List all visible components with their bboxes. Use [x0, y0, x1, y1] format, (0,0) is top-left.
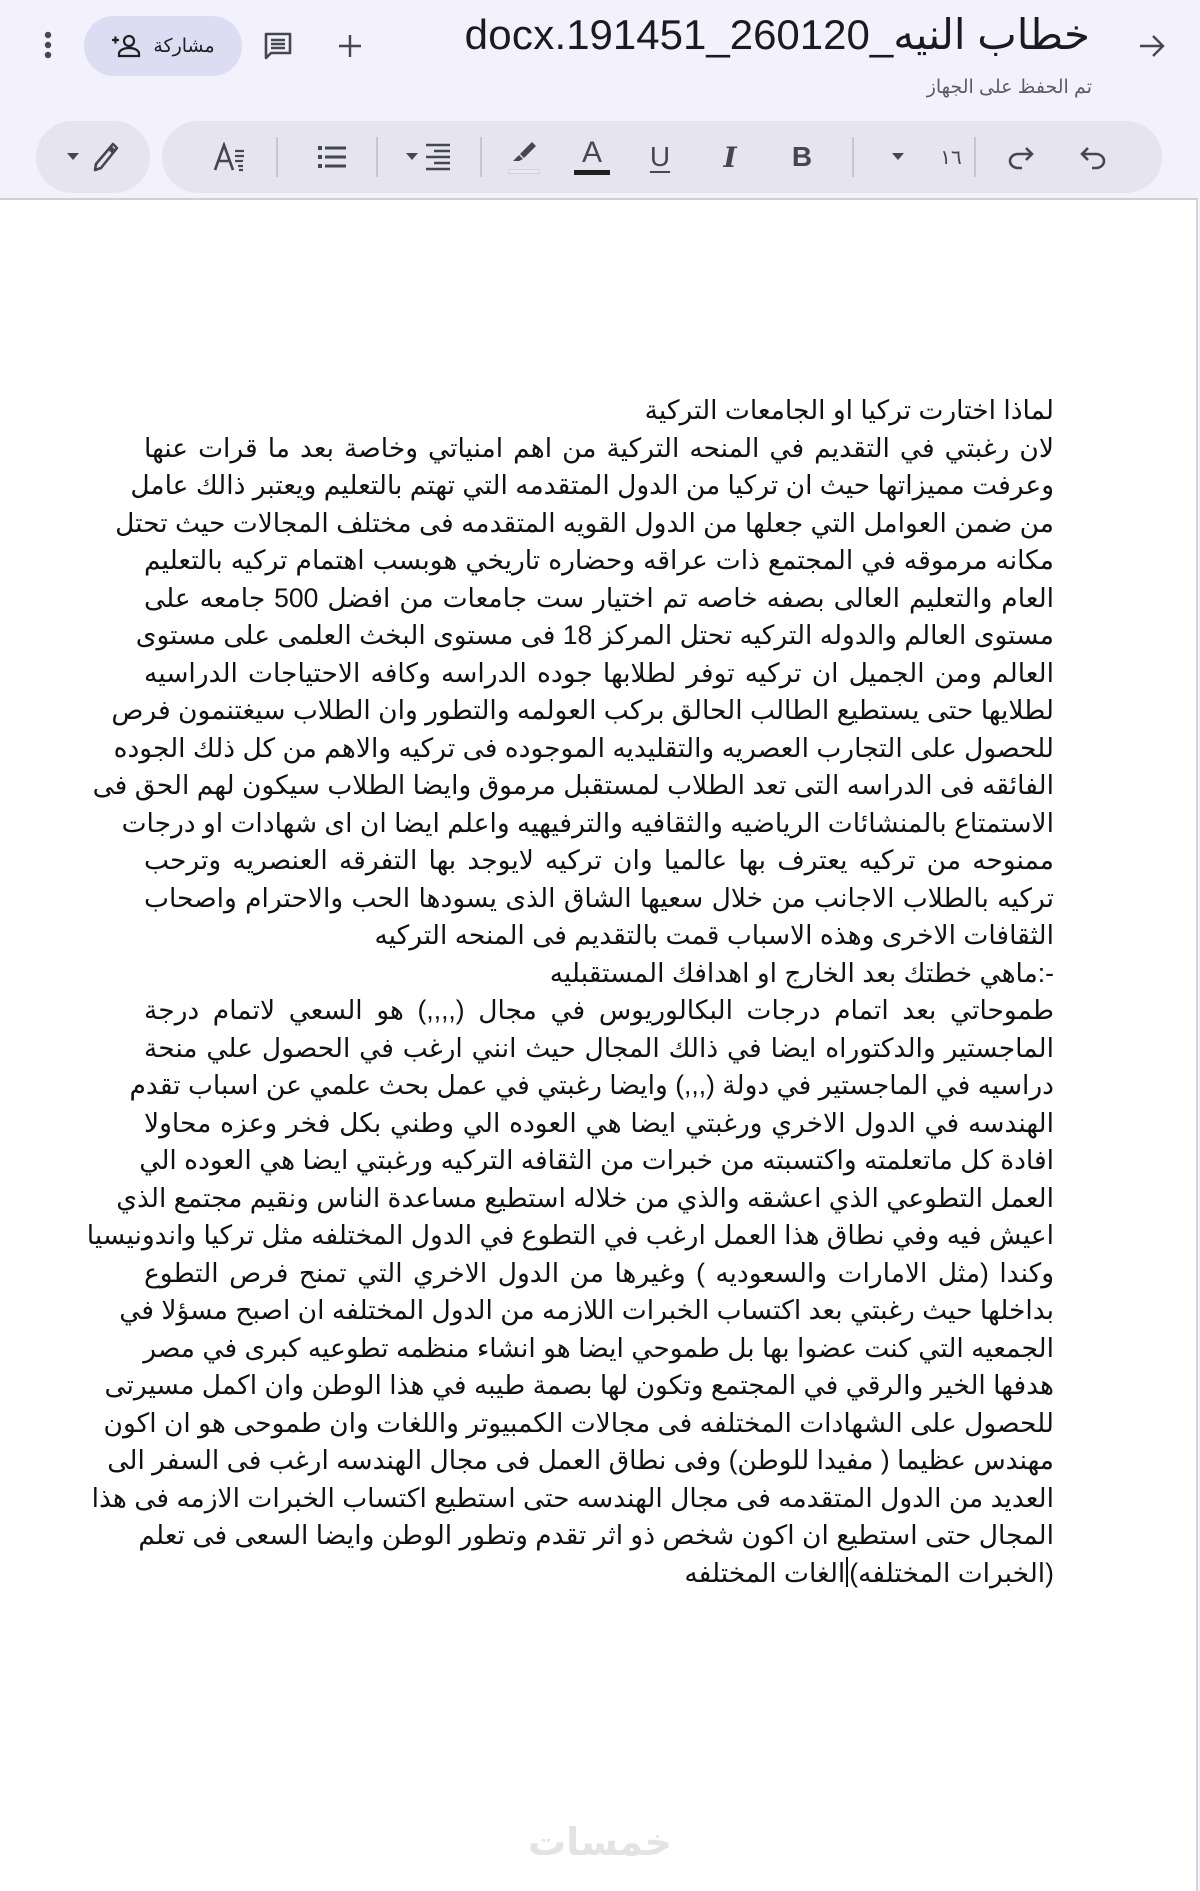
doc-line: دراسيه في الماجستير في دولة (,,,) وايضا رغبتي في عمل بحث علمي عن اسباب تقدم — [129, 1070, 1054, 1100]
app-header — [0, 0, 1200, 110]
doc-line: الاستمتاع بالمنشائات الرياضيه والثقافيه والترفيهيه واعلم ايضا ان اى شهادات او درجات — [121, 807, 1054, 838]
highlighter-icon — [510, 140, 538, 166]
italic-icon: I — [723, 140, 737, 174]
person-add-icon — [111, 34, 141, 58]
redo-icon — [1006, 144, 1034, 170]
font-size-value: ١٦ — [940, 146, 962, 169]
toolbar-divider — [376, 137, 378, 177]
italic-button[interactable] — [710, 121, 750, 193]
comments-button[interactable] — [256, 24, 300, 68]
highlight-color-bar — [508, 169, 540, 174]
font-size-selector[interactable] — [872, 121, 982, 193]
pencil-icon — [93, 142, 119, 172]
toolbar-divider — [480, 137, 482, 177]
doc-text-fragment: (الخبرات المختلفه) — [849, 1557, 1054, 1588]
bold-button[interactable] — [782, 121, 822, 193]
document-body[interactable] — [86, 392, 1055, 1592]
doc-line: الماجستير والدكتوراه ايضا في ذالك المجال حيث انني ارغب في الحصول علي منحة — [144, 1032, 1054, 1063]
doc-line: مهندس عظيما ( مفيدا للوطن) وفى نطاق العمل فى مجال الهندسه ارغب فى السفر الى — [107, 1445, 1054, 1475]
dropdown-arrow-icon — [892, 153, 904, 161]
doc-last-line — [144, 1555, 1054, 1593]
doc-heading: لماذا اختارت تركيا او الجامعات التركية — [644, 395, 1054, 425]
share-label: مشاركة — [153, 35, 215, 57]
doc-line: العالم ومن الجميل ان تركيه توفر لطلابها جوده الدراسه وكافه الاحتياجات الدراسيه — [144, 657, 1054, 688]
text-style-button[interactable] — [206, 121, 254, 193]
comment-icon — [263, 31, 293, 61]
save-status: تم الحفظ على الجهاز — [926, 77, 1092, 98]
document-title[interactable]: خطاب النيه_260120_191451.docx — [464, 11, 1090, 58]
doc-heading: -:ماهي خطتك بعد الخارج او اهدافك المستقبليه — [549, 957, 1054, 988]
dropdown-arrow-icon — [406, 153, 418, 161]
edit-mode-button[interactable] — [36, 121, 150, 193]
text-cursor — [846, 1557, 848, 1587]
underline-button[interactable] — [640, 121, 680, 193]
doc-line: هدفها الخير والرقي في المجتمع وتكون لها بصمة طيبه في هذا الوطن وان اكمل مسيرتى — [104, 1370, 1054, 1400]
text-color-icon: A — [581, 136, 602, 169]
redo-button[interactable] — [998, 121, 1042, 193]
toolbar-divider — [276, 137, 278, 177]
align-right-icon — [424, 143, 450, 171]
bulleted-list-icon — [318, 144, 346, 170]
doc-line: المجال حتى استطيع ان اكون شخص ذو اثر تقدم وتطور الوطن وايضا السعى فى تعلم — [138, 1520, 1054, 1550]
text-color-bar — [574, 170, 610, 175]
doc-line: لان رغبتي في التقديم في المنحه التركية من اهم امنياتي وخاصة بعد ما قرات عنها — [144, 432, 1054, 463]
doc-text-fragment: الغات المختلفه — [684, 1557, 846, 1588]
doc-line: وكندا (مثل الامارات والسعوديه ) وغيرها من الدول الاخري التي تمنح فرص التطوع — [144, 1257, 1054, 1288]
undo-button[interactable] — [1072, 121, 1116, 193]
doc-line: ممنوحه من تركيه يعترف بها عالميا وان تركيه لايوجد بها التفرقه العنصريه وترحب — [144, 845, 1054, 875]
doc-line: العام والتعليم العالى بصفه خاصه تم اختيار ست جامعات من افضل 500 جامعه على — [144, 582, 1055, 613]
doc-line: الفائقه فى الدراسه التى تعد الطلاب لمستقبل مرموق وايضا الطلاب سيكون لهم الحق فى — [92, 770, 1054, 800]
watermark-logo: خمسات — [528, 1820, 672, 1864]
doc-line: العمل التطوعي الذي اعشقه والذي من خلاله استطيع مساعدة الناس ونقيم مجتمع الذي — [116, 1182, 1054, 1213]
formatting-toolbar — [162, 121, 1162, 193]
underline-icon: U — [649, 141, 671, 172]
doc-line: الهندسه في الدول الاخري ورغبتي ايضا هي العوده الي وطني بكل فخر وعزه محاولا — [144, 1107, 1054, 1138]
dropdown-arrow-icon — [67, 153, 79, 161]
doc-line: تركيه بالطلاب الاجانب من خلال سعيها الشاق الذى يسودها الحب والاحترام واصحاب — [144, 882, 1054, 913]
doc-line: طموحاتي بعد اتمام درجات البكالوريوس في مجال (,,,,) هو السعي لاتمام درجة — [144, 995, 1054, 1025]
text-color-button[interactable] — [570, 121, 614, 193]
back-button[interactable] — [1128, 22, 1176, 70]
doc-line: افادة كل ماتعلمته واكتسبته من خبرات من الثقافه التركيه ورغبتي ايضا هي العوده الي — [139, 1145, 1054, 1175]
doc-line: مكانه مرموقه في المجتمع ذات عراقه وحضاره تاريخي هوبسب اهتمام تركيه بالتعليم — [144, 545, 1054, 575]
doc-line: للحصول على التجارب العصريه والتقليديه الموجوده فى تركيه والاهم من كل ذلك الجوده — [113, 732, 1054, 763]
add-button[interactable] — [328, 24, 372, 68]
highlight-button[interactable] — [502, 121, 546, 193]
doc-line: بداخلها حيث رغبتي بعد اكتساب الخبرات اللازمه من الدول المختلفه ان اصبح مسؤلا في — [119, 1295, 1054, 1325]
doc-line: اعيش فيه وفي نطاق هذا العمل ارغب في التطوع في الدول المختلفه مثل تركيا واندونيسيا — [86, 1220, 1054, 1250]
bulleted-list-button[interactable] — [310, 121, 354, 193]
align-button[interactable] — [398, 121, 458, 193]
share-button[interactable] — [84, 16, 242, 76]
doc-line: الثقافات الاخرى وهذه الاسباب قمت بالتقديم فى المنحه التركيه — [374, 920, 1054, 950]
doc-line: وعرفت مميزاتها حيث ان تركيا من الدول المتقدمه التي تهتم بالتعليم ويعتبر ذالك عامل — [130, 470, 1054, 500]
doc-line: للحصول على الشهادات المختلفه فى مجالات الكمبيوتر واللغات وان طموحى هو ان اكون — [103, 1407, 1054, 1438]
document-page[interactable] — [0, 198, 1198, 1891]
text-style-icon — [213, 142, 247, 172]
doc-line: من ضمن العوامل التي جعلها من الدول القويه المتقدمه فى مختلف المجالات حيث تحتل — [115, 507, 1054, 538]
undo-icon — [1080, 144, 1108, 170]
doc-line: مستوى العالم والدوله التركيه تحتل المركز 18 فى مستوى البخث العلمى على مستوى — [135, 620, 1054, 650]
bold-icon: B — [791, 141, 813, 172]
more-vert-icon — [43, 30, 53, 60]
plus-icon — [337, 33, 363, 59]
arrow-right-icon — [1138, 32, 1166, 60]
doc-line: العديد من الدول المتقدمه فى مجال الهندسه حتى استطيع اكتساب الخبرات الازمه فى هذا — [91, 1482, 1054, 1513]
toolbar-divider — [852, 137, 854, 177]
doc-line: لطلايها حتى يستطيع الطالب الحالق بركب العولمه والتطور وان الطلاب سيغتنمون فرص — [111, 695, 1054, 725]
more-options-button[interactable] — [30, 25, 66, 65]
toolbar-divider — [974, 137, 976, 177]
doc-line: الجمعيه التي كنت عضوا بها بل طموحي ايضا هو انشاء منظمه تطوعيه كبرى في مصر — [143, 1332, 1054, 1363]
